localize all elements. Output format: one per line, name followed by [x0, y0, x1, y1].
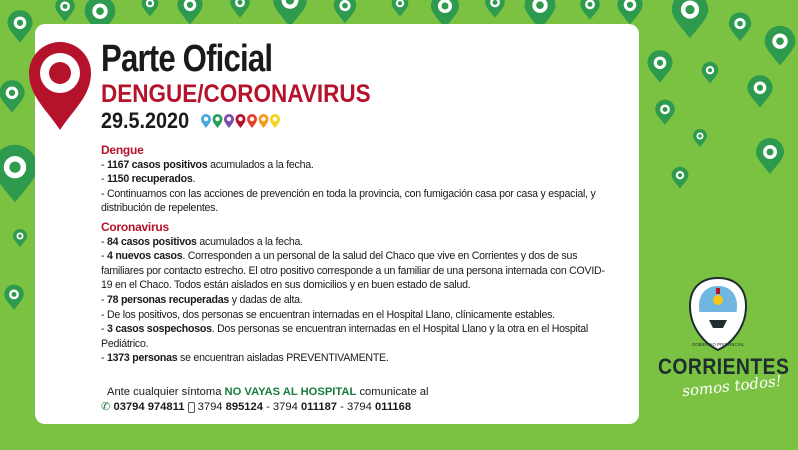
- location-pin-icon: [27, 40, 93, 132]
- page-title: Parte Oficial: [101, 38, 273, 80]
- coronavirus-list: [101, 235, 606, 366]
- phone-number[interactable]: 011187: [300, 401, 338, 413]
- phone-prefix: - 3794: [262, 401, 301, 413]
- mini-pin-icon: [270, 114, 280, 128]
- shield-text: GOBIERNO PROVINCIAL: [691, 342, 745, 347]
- list-item: - De los positivos, dos personas se encuentran internadas en el Hospital Llano, clínicamente estables.: [101, 308, 555, 321]
- list-item: - 1150 recuperados.: [101, 173, 196, 186]
- colored-pins-row: [200, 112, 285, 130]
- list-item-text: . Corresponden a un personal de la salud del Chaco que vive en Corrientes y dos de sus familiares por contacto estrecho. El otro positivo corresponde a un familiar de una persona internada con COVID-19 en el Chaco. Todos están aislados en sus domicilios y en buen estado de salud.: [101, 250, 605, 292]
- list-item-highlight: 4 nuevos casos: [106, 250, 183, 263]
- list-item-text: .: [192, 173, 196, 186]
- mini-pin-icon: [201, 114, 211, 128]
- list-item-text: Continuamos con las acciones de prevención en toda la provincia, con fumigación casa por casa y espacial, y distribución de repelentes.: [101, 187, 596, 215]
- provincial-shield-logo: [687, 276, 749, 352]
- list-item-text: acumulados a la fecha.: [196, 235, 303, 248]
- list-item-highlight: 78 personas recuperadas: [106, 293, 230, 306]
- list-item: - 78 personas recuperadas y dadas de alta.: [101, 293, 303, 306]
- list-item-text: . Dos personas se encuentran internadas en el Hospital Llano y la otra en el Hospital Pediátrico.: [101, 323, 589, 350]
- footer-text: comunicate al: [356, 386, 429, 398]
- mini-pin-icon: [259, 114, 269, 128]
- list-item-text: y dadas de alta.: [229, 293, 303, 306]
- contact-footer: [101, 385, 428, 415]
- dengue-heading: Dengue: [101, 143, 144, 157]
- footer-text: Ante cualquier síntoma: [107, 386, 225, 398]
- phone-prefix: - 3794: [337, 401, 375, 413]
- brand-slogan: somos todos!: [681, 371, 783, 401]
- coronavirus-heading: Coronavirus: [101, 219, 169, 234]
- footer-warning-bold: NO VAYAS AL HOSPITAL: [224, 386, 357, 398]
- list-item: - 84 casos positivos acumulados a la fecha.: [101, 235, 303, 248]
- list-item: - Continuamos con las acciones de prevención en toda la provincia, con fumigación casa por casa y espacial, y distribución de repelentes.: [101, 187, 596, 215]
- list-item-highlight: 1167 casos positivos: [106, 158, 208, 171]
- list-item-text: acumulados a la fecha.: [207, 158, 314, 171]
- phone-number[interactable]: 03794 974811: [113, 401, 185, 413]
- list-item: - 1373 personas se encuentran aisladas PREVENTIVAMENTE.: [101, 352, 389, 365]
- phone-icon: ✆: [101, 401, 111, 413]
- list-item: - 3 casos sospechosos. Dos personas se encuentran internadas en el Hospital Llano y la otra en el Hospital Pediátrico.: [101, 323, 589, 350]
- list-item-text: se encuentran aisladas PREVENTIVAMENTE.: [177, 352, 389, 365]
- list-item-highlight: 3 casos sospechosos: [106, 323, 212, 336]
- phone-number[interactable]: 895124: [225, 401, 263, 413]
- mobile-phone-icon: [188, 402, 195, 413]
- report-body: [101, 143, 606, 366]
- mini-pin-icon: [213, 114, 223, 128]
- mini-pin-icon: [247, 114, 257, 128]
- page-subtitle: DENGUE/CORONAVIRUS: [101, 80, 371, 108]
- report-date: 29.5.2020: [101, 108, 190, 133]
- brand-name: CORRIENTES: [658, 354, 790, 379]
- list-item-highlight: 1373 personas: [106, 352, 178, 365]
- list-item: - 4 nuevos casos. Corresponden a un personal de la salud del Chaco que vive en Corrientes y dos de sus familiares por contacto estrecho. El otro positivo corresponde a un familiar de una persona internada con COVID-19 en el Chaco. Todos están aislados en sus domicilios y en buen estado de salud.: [101, 250, 605, 292]
- footer-phones: [101, 400, 428, 415]
- phone-prefix: 3794: [197, 401, 226, 413]
- list-item-text: De los positivos, dos personas se encuentran internadas en el Hospital Llano, clínicamente estables.: [106, 308, 555, 321]
- list-item-highlight: 1150 recuperados: [106, 173, 193, 186]
- mini-pin-icon: [236, 114, 246, 128]
- footer-warning: [101, 385, 428, 400]
- list-item: - 1167 casos positivos acumulados a la fecha.: [101, 158, 314, 171]
- list-item-highlight: 84 casos positivos: [106, 235, 197, 248]
- dengue-list: [101, 158, 606, 216]
- phone-number[interactable]: 011168: [375, 401, 412, 413]
- mini-pin-icon: [224, 114, 234, 128]
